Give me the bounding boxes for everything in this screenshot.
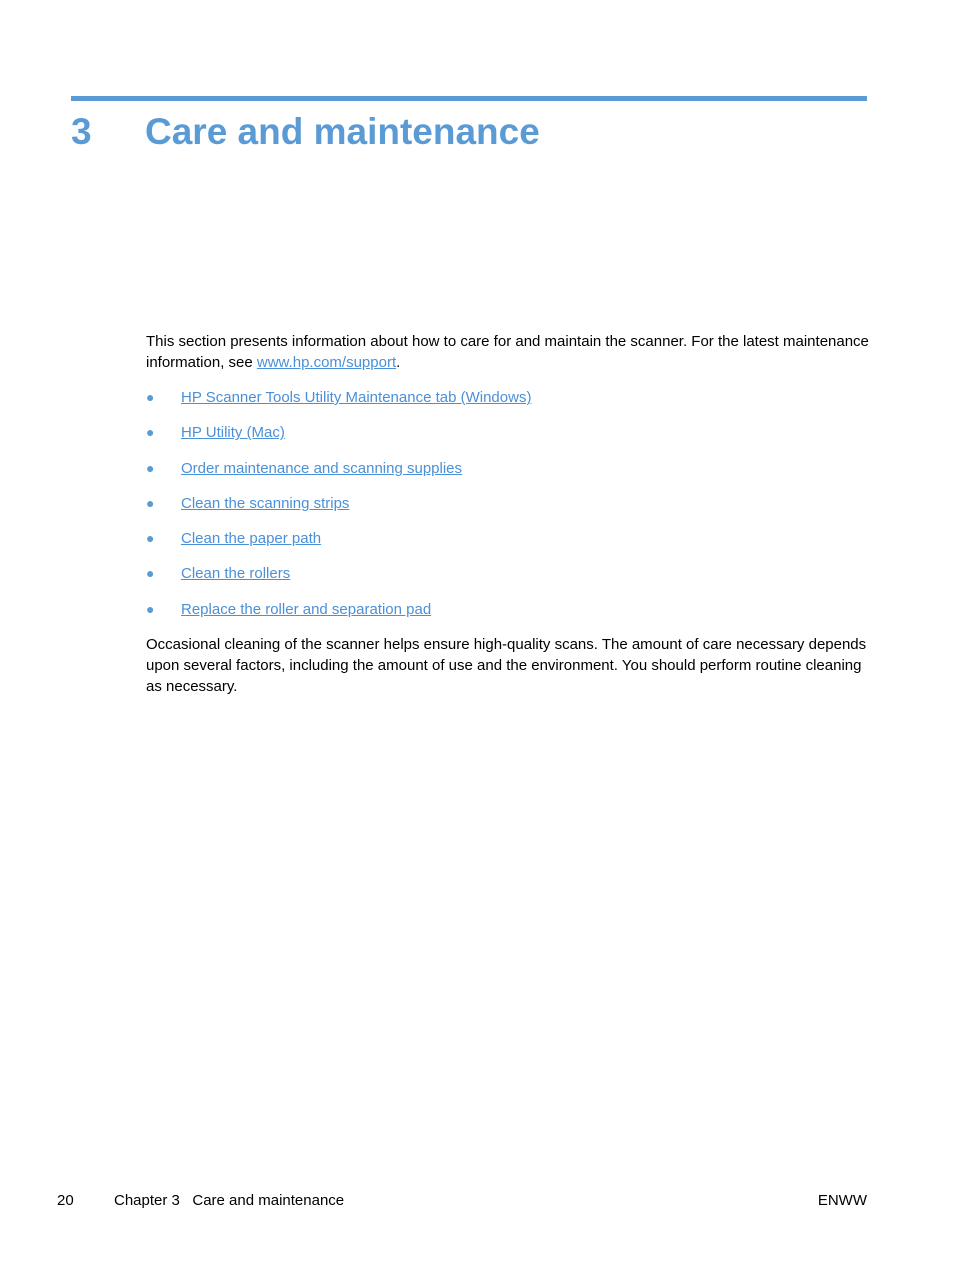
intro-text: This section presents information about how to care for and maintain the scanner. For the latest maintenance information, see xyxy=(146,333,869,371)
bullet-icon: ● xyxy=(146,565,155,582)
closing-paragraph: Occasional cleaning of the scanner helps ensure high-quality scans. The amount of care necessary depends upon several factors, including the amount of use and the environment. You should perform routine cleaning as necessary. xyxy=(146,636,867,696)
bullet-icon: ● xyxy=(146,459,155,476)
chapter-title: Care and maintenance xyxy=(145,111,540,152)
link-clean-paper-path[interactable]: Clean the paper path xyxy=(181,530,322,548)
list-item xyxy=(146,528,871,549)
list-item xyxy=(146,387,871,408)
list-item xyxy=(146,458,871,479)
footer-doc-code: ENWW xyxy=(817,1192,867,1209)
bullet-icon: ● xyxy=(146,389,155,405)
footer-page-number: 20 xyxy=(57,1192,74,1209)
intro-paragraph xyxy=(146,331,871,373)
bullet-icon: ● xyxy=(146,600,155,617)
section-link-list xyxy=(146,387,871,620)
link-clean-scanning-strips[interactable]: Clean the scanning strips xyxy=(181,494,350,512)
intro-period: . xyxy=(396,354,401,371)
link-hp-utility-mac[interactable]: HP Utility (Mac) xyxy=(181,424,285,442)
chapter-content xyxy=(146,331,871,697)
list-item xyxy=(146,422,871,443)
link-clean-rollers[interactable]: Clean the rollers xyxy=(181,565,291,583)
support-link[interactable]: www.hp.com/support xyxy=(256,354,397,371)
bullet-icon: ● xyxy=(146,530,155,547)
footer-chapter-label: Chapter 3 Care and maintenance xyxy=(114,1192,345,1209)
bullet-icon: ● xyxy=(146,424,155,441)
list-item xyxy=(146,493,871,514)
link-maintenance-tab-windows[interactable]: HP Scanner Tools Utility Maintenance tab (Windows) xyxy=(181,389,532,406)
list-item xyxy=(146,563,871,584)
link-order-supplies[interactable]: Order maintenance and scanning supplies xyxy=(181,459,463,477)
link-replace-roller-pad[interactable]: Replace the roller and separation pad xyxy=(181,600,432,618)
bullet-icon: ● xyxy=(146,494,155,511)
chapter-number: 3 xyxy=(71,111,92,152)
list-item xyxy=(146,599,871,620)
chapter-rule xyxy=(71,96,867,101)
